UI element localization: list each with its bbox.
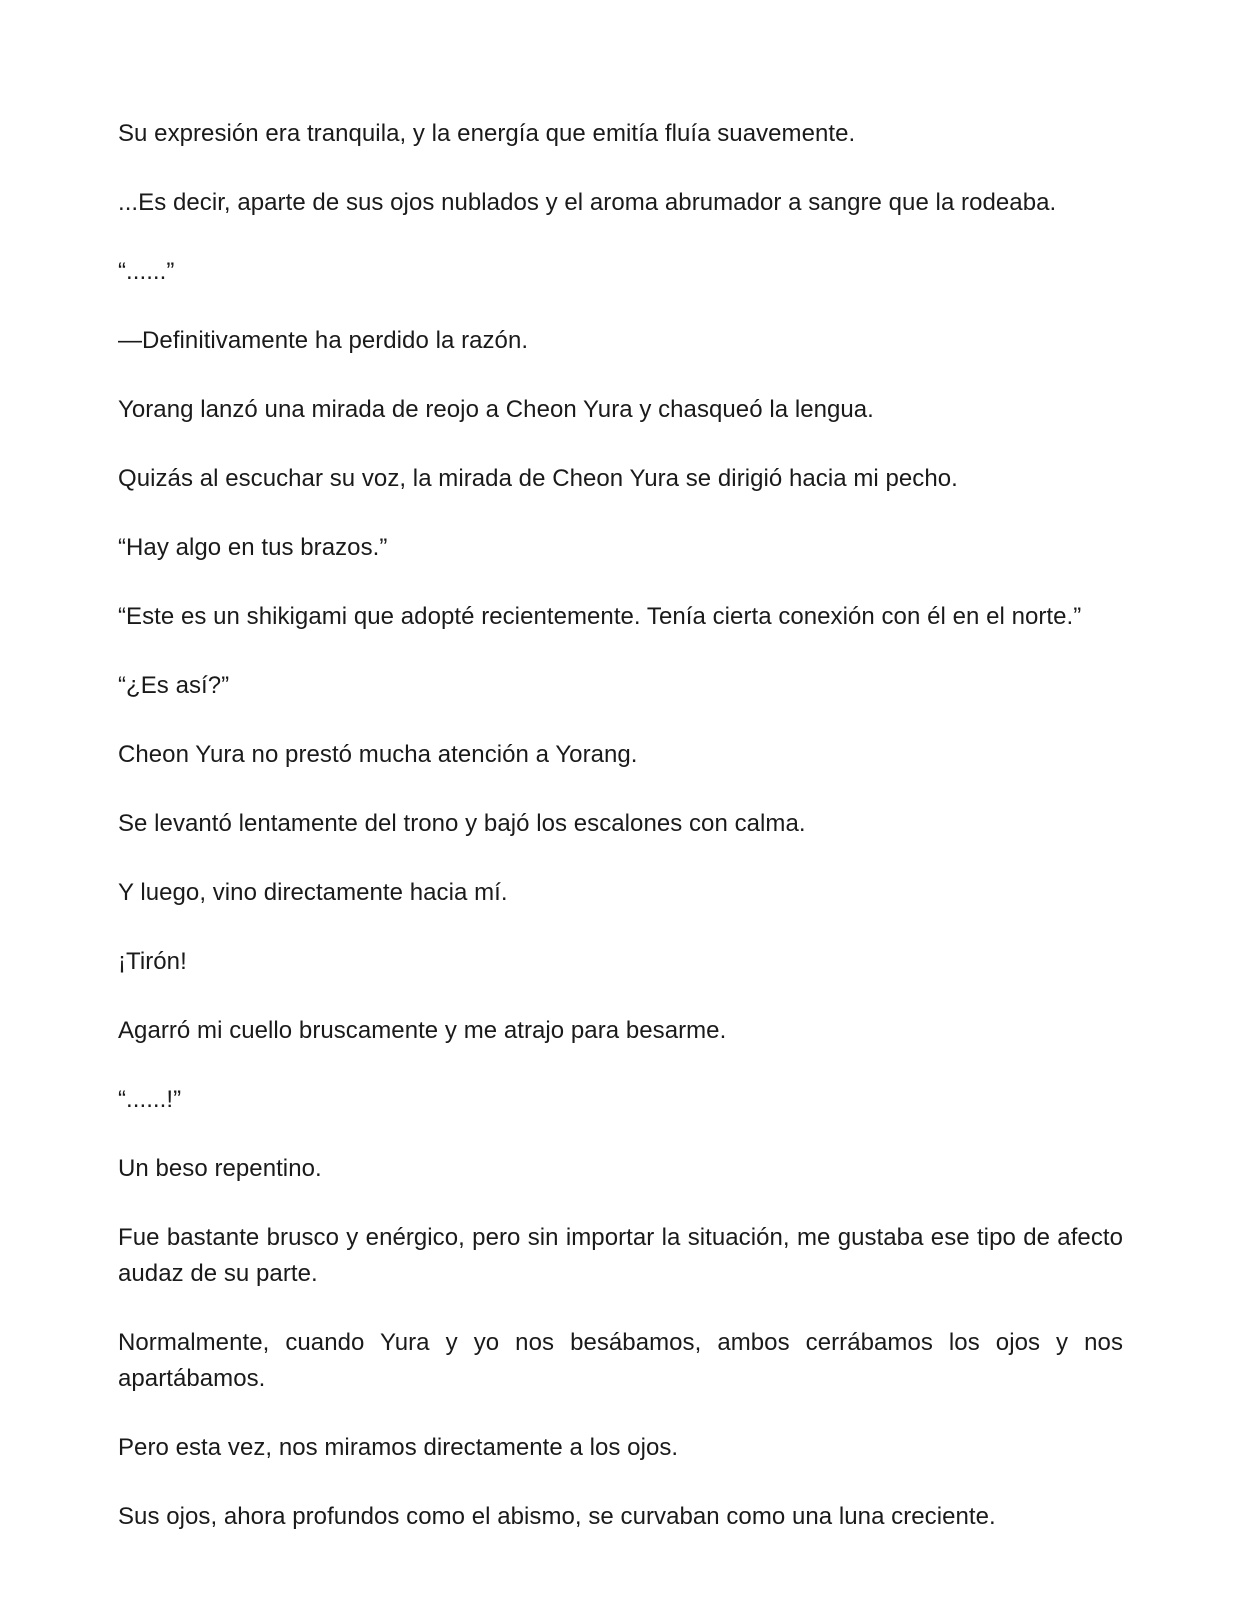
paragraph: Pero esta vez, nos miramos directamente a los ojos.: [118, 1434, 679, 1461]
paragraph: Yorang lanzó una mirada de reojo a Cheon Yura y chasqueó la lengua.: [118, 396, 874, 423]
document-body: [118, 116, 1123, 1568]
paragraph: Quizás al escuchar su voz, la mirada de Cheon Yura se dirigió hacia mi pecho.: [118, 465, 958, 492]
paragraph: Normalmente, cuando Yura y yo nos besábamos, ambos cerrábamos los ojos y nos apartábamos.: [118, 1329, 1123, 1392]
paragraph: “Este es un shikigami que adopté recientemente. Tenía cierta conexión con él en el norte.”: [118, 603, 1082, 630]
paragraph: Sus ojos, ahora profundos como el abismo, se curvaban como una luna creciente.: [118, 1503, 996, 1530]
paragraph: Cheon Yura no prestó mucha atención a Yorang.: [118, 741, 638, 768]
paragraph: —Definitivamente ha perdido la razón.: [118, 327, 529, 354]
paragraph: Y luego, vino directamente hacia mí.: [118, 879, 508, 906]
paragraph: Agarró mi cuello bruscamente y me atrajo para besarme.: [118, 1017, 727, 1044]
paragraph: Un beso repentino.: [118, 1155, 322, 1182]
paragraph: Su expresión era tranquila, y la energía que emitía fluía suavemente.: [118, 120, 856, 147]
paragraph: “......”: [118, 258, 175, 285]
paragraph: “Hay algo en tus brazos.”: [118, 534, 388, 561]
paragraph: “......!”: [118, 1086, 182, 1113]
paragraph: “¿Es así?”: [118, 672, 230, 699]
paragraph: ¡Tirón!: [118, 948, 187, 975]
paragraph: ...Es decir, aparte de sus ojos nublados y el aroma abrumador a sangre que la rodeaba.: [118, 189, 1057, 216]
paragraph: Fue bastante brusco y enérgico, pero sin importar la situación, me gustaba ese tipo de afecto audaz de su parte.: [118, 1224, 1123, 1287]
paragraph: Se levantó lentamente del trono y bajó los escalones con calma.: [118, 810, 806, 837]
